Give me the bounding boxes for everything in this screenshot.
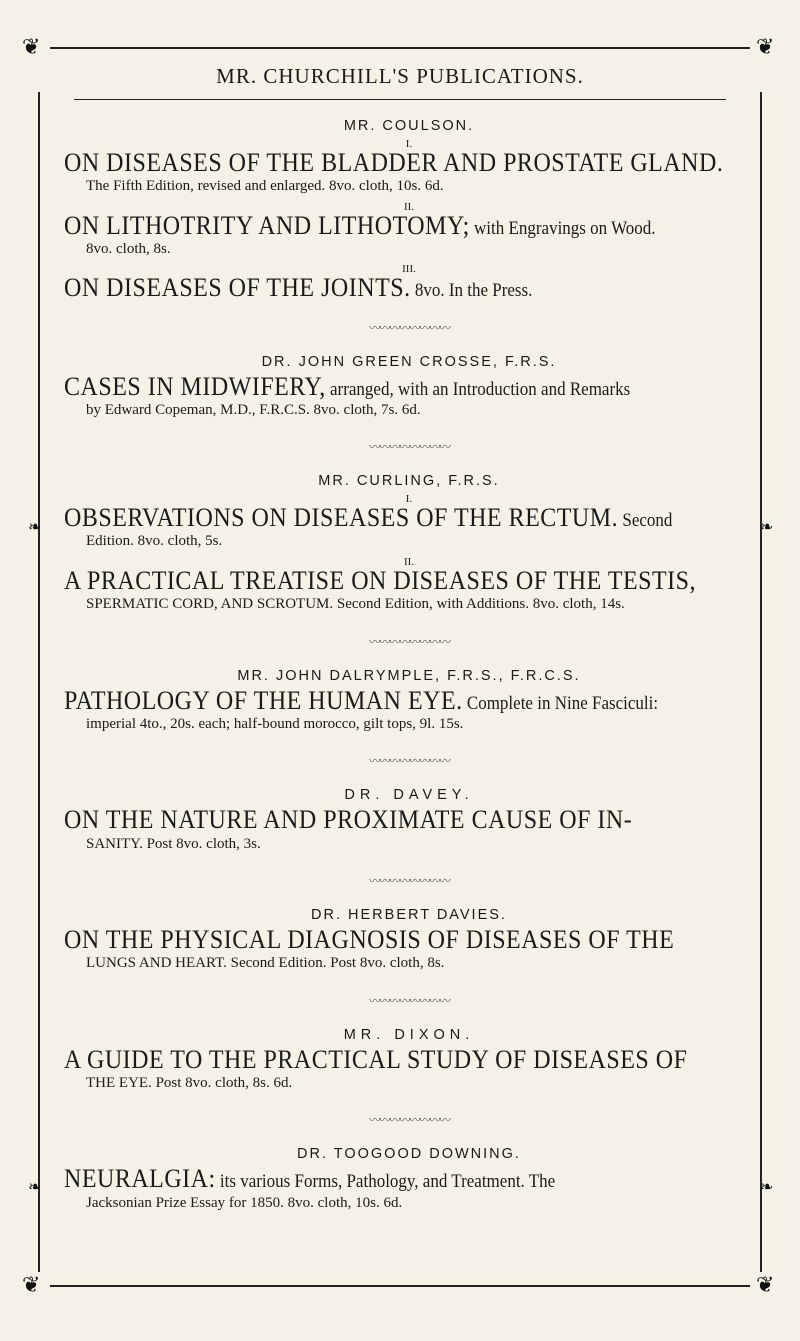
publication-details: by Edward Copeman, M.D., F.R.C.S. 8vo. cloth, 7s. 6d.	[86, 401, 421, 418]
top-border	[50, 47, 750, 49]
vine-ornament-icon: ❧	[760, 519, 774, 536]
section-separator: 〰〰〰〰〰〰〰〰	[368, 440, 449, 455]
publication-entry	[64, 688, 754, 735]
publication-title	[64, 1166, 754, 1194]
entry-number: II.	[403, 200, 415, 213]
section-separator: 〰〰〰〰〰〰〰〰	[368, 874, 449, 888]
publication-details: 8vo. cloth, 8s.	[86, 240, 171, 257]
publication-entry	[64, 927, 754, 974]
title-text: ON LITHOTRITY AND LITHOTOMY;	[64, 211, 470, 241]
title-text: ON DISEASES OF THE JOINTS.	[64, 274, 411, 303]
entry-number: I.	[405, 493, 413, 506]
title-text: A GUIDE TO THE PRACTICAL STUDY OF DISEASES OF	[64, 1045, 688, 1075]
publication-details: LUNGS AND HEART. Second Edition. Post 8vo. cloth, 8s.	[86, 955, 445, 972]
publication-title	[64, 927, 754, 955]
publication-title	[64, 688, 754, 716]
section-separator: 〰〰〰〰〰〰〰〰	[368, 320, 449, 335]
vine-ornament-icon: ❧	[760, 1179, 774, 1196]
section-separator: 〰〰〰〰〰〰〰〰	[368, 1113, 449, 1128]
author-section	[64, 907, 754, 974]
publication-title	[64, 505, 754, 533]
author-section	[64, 473, 754, 614]
author-section	[64, 354, 754, 421]
entry-number: III.	[402, 263, 416, 276]
title-text: ON DISEASES OF THE BLADDER AND PROSTATE GLAND.	[64, 148, 724, 178]
bottom-border	[50, 1285, 750, 1287]
publication-title	[64, 568, 754, 596]
floral-corner-icon: ❦	[756, 34, 775, 59]
title-continuation: Complete in Nine Fasciculi:	[462, 692, 659, 713]
entry-number: II.	[403, 555, 415, 568]
author-section	[64, 1027, 754, 1094]
section-separator: 〰〰〰〰〰〰〰〰	[368, 754, 449, 769]
author-section	[64, 1146, 754, 1213]
publication-title	[64, 374, 754, 402]
author-name: MR. CURLING, F.R.S.	[318, 473, 500, 490]
publication-entry	[64, 807, 754, 854]
publication-details: The Fifth Edition, revised and enlarged. 8vo. cloth, 10s. 6d.	[86, 178, 444, 195]
title-continuation: arranged, with an Introduction and Remarks	[325, 377, 631, 399]
publication-list	[64, 118, 754, 1213]
title-text: OBSERVATIONS ON DISEASES OF THE RECTUM.	[64, 504, 619, 533]
author-name: DR. JOHN GREEN CROSSE, F.R.S.	[261, 353, 557, 370]
publication-title	[64, 807, 754, 835]
title-text: A PRACTICAL TREATISE ON DISEASES OF THE TESTIS,	[64, 566, 697, 596]
author-name: DR. HERBERT DAVIES.	[311, 907, 507, 923]
title-text: ON THE PHYSICAL DIAGNOSIS OF DISEASES OF THE	[64, 925, 675, 955]
author-name: MR. JOHN DALRYMPLE, F.R.S., F.R.C.S.	[237, 667, 581, 684]
publication-details: SANITY. Post 8vo. cloth, 3s.	[86, 835, 261, 852]
floral-corner-icon: ❦	[22, 34, 41, 59]
title-continuation: 8vo. In the Press.	[410, 279, 533, 301]
vine-ornament-icon: ❧	[28, 519, 42, 536]
publication-entry	[64, 1166, 754, 1213]
publication-details: imperial 4to., 20s. each; half-bound morocco, gilt tops, 9l. 15s.	[86, 715, 464, 732]
title-continuation: its various Forms, Pathology, and Treatment. The	[215, 1170, 556, 1192]
floral-corner-icon: ❦	[756, 1272, 775, 1297]
floral-corner-icon: ❦	[22, 1272, 41, 1297]
vine-ornament-icon: ❧	[28, 1179, 42, 1196]
page-header: MR. CHURCHILL'S PUBLICATIONS.	[216, 64, 584, 88]
publication-title	[64, 150, 754, 178]
publication-entry	[64, 493, 754, 552]
publication-details: THE EYE. Post 8vo. cloth, 8s. 6d.	[86, 1074, 293, 1091]
title-text: ON THE NATURE AND PROXIMATE CAUSE OF IN-	[64, 806, 633, 835]
title-text: PATHOLOGY OF THE HUMAN EYE.	[64, 686, 463, 716]
section-separator: 〰〰〰〰〰〰〰〰	[368, 634, 449, 649]
entry-number: I.	[405, 138, 413, 150]
author-name: DR. TOOGOOD DOWNING.	[297, 1146, 521, 1163]
publication-details: Jacksonian Prize Essay for 1850. 8vo. cloth, 10s. 6d.	[86, 1194, 403, 1211]
author-name: DR. DAVEY.	[344, 787, 474, 804]
author-name: MR. COULSON.	[343, 118, 475, 134]
publication-entry	[64, 556, 754, 615]
author-section	[64, 118, 754, 301]
author-section	[64, 668, 754, 735]
publication-entry	[64, 374, 754, 421]
left-border	[38, 92, 40, 1272]
publication-title	[64, 275, 754, 303]
publication-title	[64, 213, 754, 241]
publication-entry	[64, 1047, 754, 1094]
publication-details: Edition. 8vo. cloth, 5s.	[86, 533, 223, 550]
title-continuation: Second	[618, 509, 673, 531]
title-text: NEURALGIA:	[64, 1165, 216, 1194]
publication-details: SPERMATIC CORD, AND SCROTUM. Second Edition, with Additions. 8vo. cloth, 14s.	[86, 596, 625, 613]
section-separator: 〰〰〰〰〰〰〰〰	[368, 993, 449, 1008]
publication-title	[64, 1047, 754, 1075]
right-border	[760, 92, 762, 1272]
publication-entry	[64, 201, 754, 260]
title-continuation: with Engravings on Wood.	[469, 217, 656, 238]
author-name: MR. DIXON.	[343, 1026, 475, 1043]
publication-entry	[64, 263, 754, 303]
header-rule	[74, 99, 726, 100]
publication-entry	[64, 138, 754, 197]
author-section	[64, 787, 754, 854]
title-text: CASES IN MIDWIFERY,	[64, 372, 326, 402]
